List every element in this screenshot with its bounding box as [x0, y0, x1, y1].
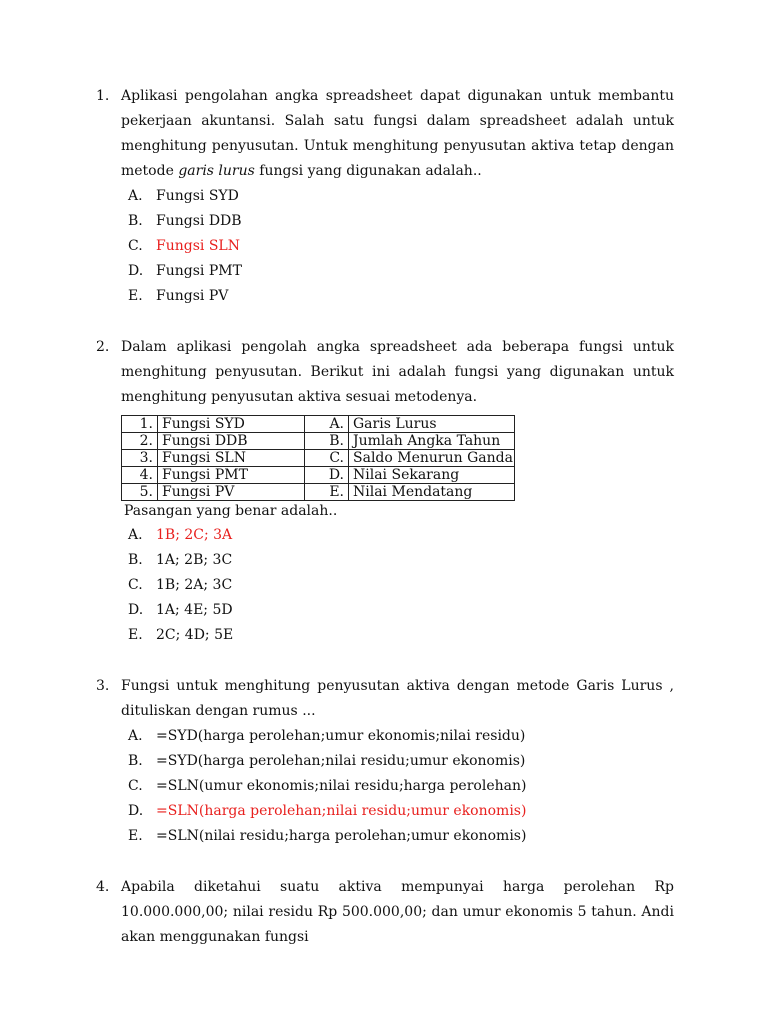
- table-row: 4. Fungsi PMT D. Nilai Sekarang: [122, 467, 515, 484]
- options-list: [128, 184, 674, 309]
- question-text: Fungsi untuk menghitung penyusutan aktiva dengan metode Garis Lurus , dituliskan dengan rumus ...: [121, 678, 674, 719]
- question-4: [96, 875, 674, 950]
- option-d-correct: D. =SLN(harga perolehan;nilai residu;umur ekonomis): [128, 803, 527, 819]
- option-c: C. =SLN(umur ekonomis;nilai residu;harga perolehan): [128, 778, 527, 794]
- option-a-correct: A. 1B; 2C; 3A: [128, 527, 233, 543]
- option-c-correct: C. Fungsi SLN: [128, 238, 240, 254]
- table-row: 5. Fungsi PV E. Nilai Mendatang: [122, 484, 515, 501]
- question-2-options: [96, 523, 674, 648]
- table-row: 1. Fungsi SYD A. Garis Lurus: [122, 416, 515, 433]
- table-followup-text: Pasangan yang benar adalah..: [124, 503, 338, 519]
- question-text: Dalam aplikasi pengolah angka spreadsheet ada beberapa fungsi untuk menghitung penyusutan. Berikut ini adalah fungsi yang digunakan untuk menghitung penyusutan aktiva sesuai metodenya.: [121, 339, 674, 405]
- option-b: B. Fungsi DDB: [128, 213, 242, 229]
- option-b: B. 1A; 2B; 3C: [128, 552, 233, 568]
- options-list: [128, 523, 674, 648]
- emphasis-text: garis lurus: [178, 163, 255, 179]
- option-a: A. =SYD(harga perolehan;umur ekonomis;nilai residu): [128, 728, 526, 744]
- question-number: 1.: [96, 88, 110, 104]
- option-d: D. 1A; 4E; 5D: [128, 602, 233, 618]
- question-number: 3.: [96, 678, 110, 694]
- option-c: C. 1B; 2A; 3C: [128, 577, 233, 593]
- question-number: 4.: [96, 879, 110, 895]
- question-text: Aplikasi pengolahan angka spreadsheet dapat digunakan untuk membantu pekerjaan akuntansi. Salah satu fungsi dalam spreadsheet adalah untuk menghitung penyusutan. Untuk menghitung penyusutan aktiva tetap dengan metode garis lurus fungsi yang digunakan adalah..: [121, 88, 674, 179]
- matching-table: [121, 415, 515, 501]
- table-row: 2. Fungsi DDB B. Jumlah Angka Tahun: [122, 433, 515, 450]
- question-number: 2.: [96, 339, 110, 355]
- question-1: [96, 84, 674, 309]
- question-3: [96, 674, 674, 849]
- option-e: E. 2C; 4D; 5E: [128, 627, 234, 643]
- option-b: B. =SYD(harga perolehan;nilai residu;umur ekonomis): [128, 753, 526, 769]
- table-row: 3. Fungsi SLN C. Saldo Menurun Ganda: [122, 450, 515, 467]
- option-e: E. =SLN(nilai residu;harga perolehan;umur ekonomis): [128, 828, 527, 844]
- options-list: [128, 724, 674, 849]
- option-d: D. Fungsi PMT: [128, 263, 242, 279]
- option-a: A. Fungsi SYD: [128, 188, 239, 204]
- question-text: Apabila diketahui suatu aktiva mempunyai harga perolehan Rp 10.000.000,00; nilai residu Rp 500.000,00; dan umur ekonomis 5 tahun. Andi akan menggunakan fungsi: [121, 879, 674, 945]
- question-2: [96, 335, 674, 410]
- option-e: E. Fungsi PV: [128, 288, 229, 304]
